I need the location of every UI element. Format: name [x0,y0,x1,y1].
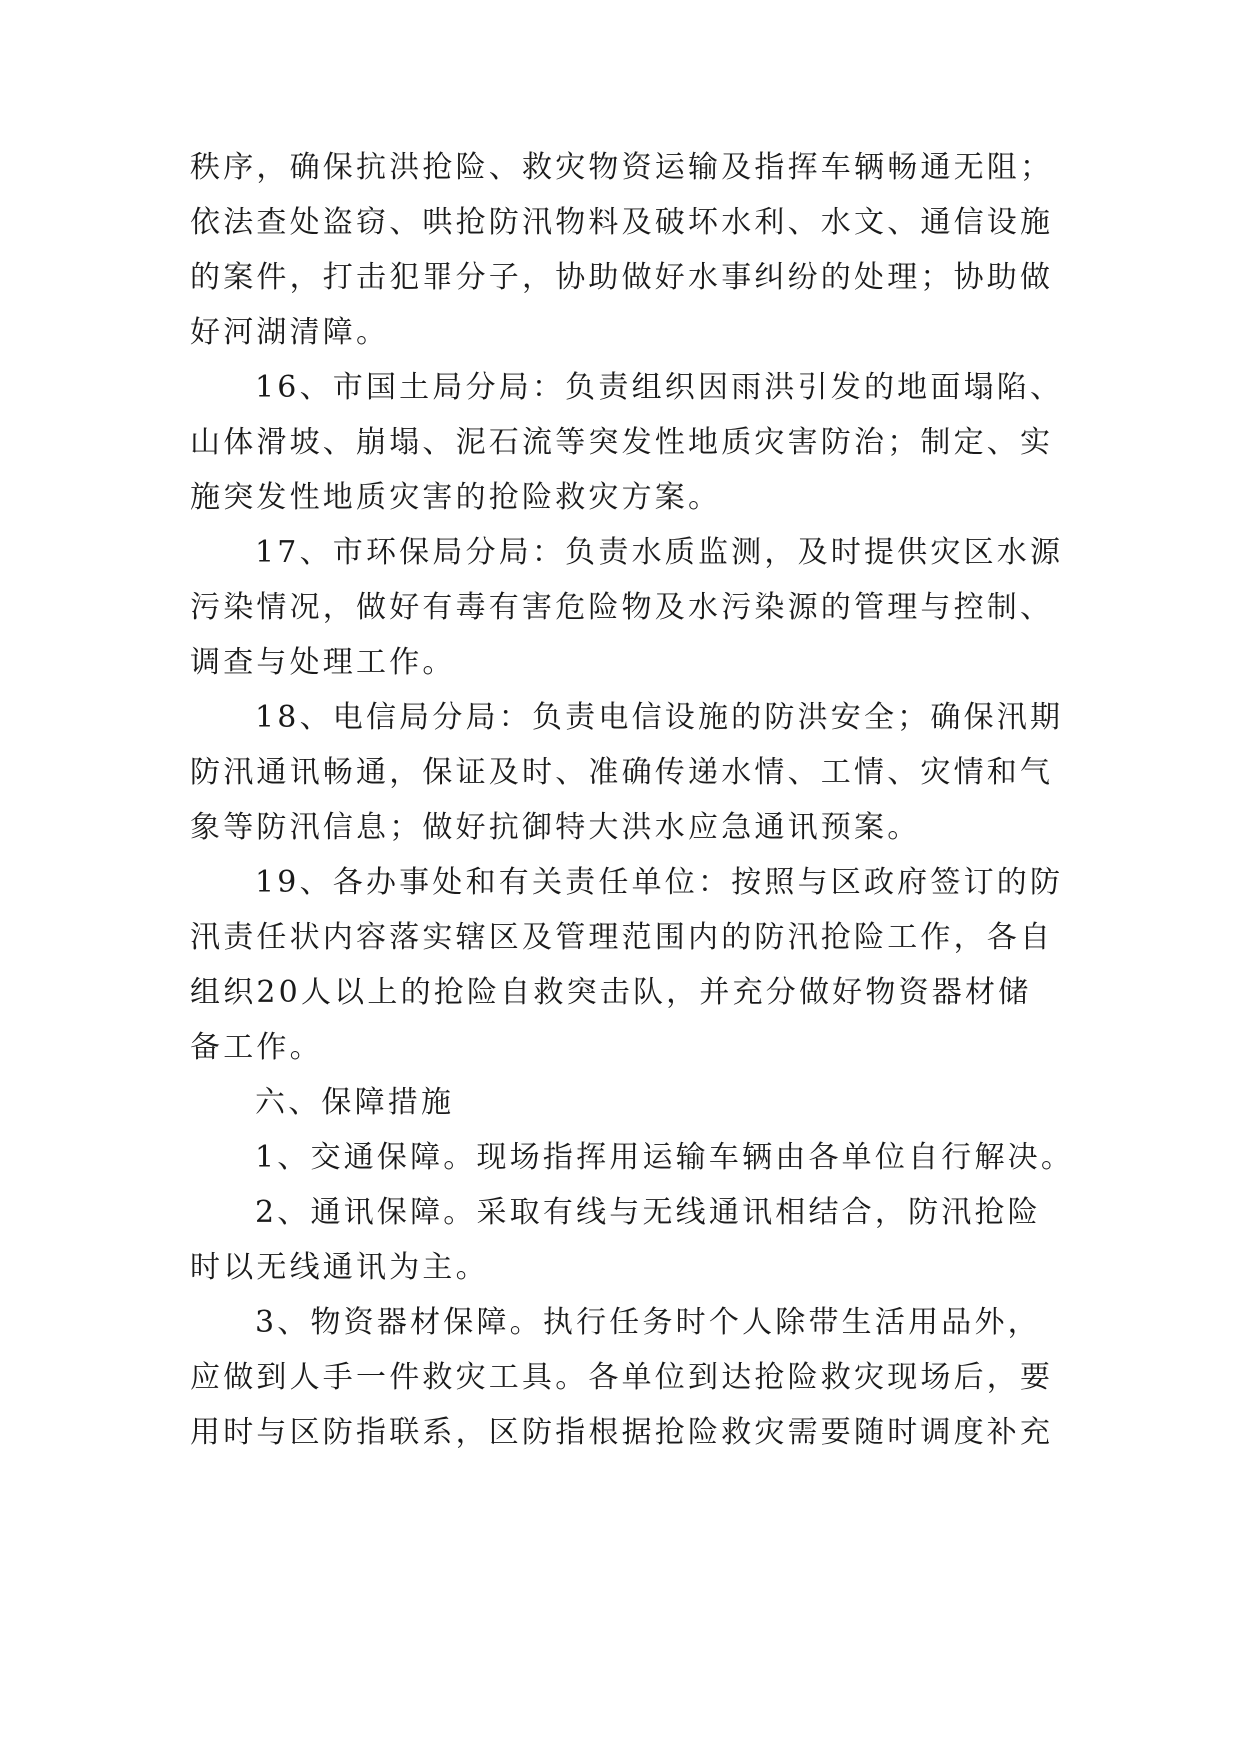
text-line: 组织20人以上的抢险自救突击队，并充分做好物资器材储 [190,975,1032,1010]
text-line: 象等防汛信息；做好抗御特大洪水应急通讯预案。 [190,810,921,845]
text-line: 1、交通保障。现场指挥用运输车辆由各单位自行解决。 [255,1140,1075,1175]
text-line: 的案件，打击犯罪分子，协助做好水事纠纷的处理；协助做 [190,260,1054,295]
text-line: 2、通讯保障。采取有线与无线通讯相结合，防汛抢险 [255,1195,1041,1230]
text-line: 时以无线通讯为主。 [190,1250,489,1285]
text-line: 防汛通讯畅通，保证及时、准确传递水情、工情、灾情和气 [190,755,1054,790]
text-line: 16、市国土局分局：负责组织因雨洪引发的地面塌陷、 [255,370,1064,405]
text-line: 调查与处理工作。 [190,645,456,680]
text-line: 好河湖清障。 [190,315,390,350]
text-line: 依法查处盗窃、哄抢防汛物料及破坏水利、水文、通信设施 [190,205,1054,240]
text-line: 秩序，确保抗洪抢险、救灾物资运输及指挥车辆畅通无阻； [190,150,1054,185]
text-line: 山体滑坡、崩塌、泥石流等突发性地质灾害防治；制定、实 [190,425,1054,460]
text-line: 3、物资器材保障。执行任务时个人除带生活用品外， [255,1305,1041,1340]
text-line: 19、各办事处和有关责任单位：按照与区政府签订的防 [255,865,1064,900]
text-line: 汛责任状内容落实辖区及管理范围内的防汛抢险工作，各自 [190,920,1054,955]
text-line: 污染情况，做好有毒有害危险物及水污染源的管理与控制、 [190,590,1054,625]
section-heading: 六、保障措施 [255,1085,455,1120]
text-line: 18、电信局分局：负责电信设施的防洪安全；确保汛期 [255,700,1064,735]
text-line: 施突发性地质灾害的抢险救灾方案。 [190,480,722,515]
text-line: 17、市环保局分局：负责水质监测，及时提供灾区水源 [255,535,1064,570]
text-line: 应做到人手一件救灾工具。各单位到达抢险救灾现场后，要 [190,1360,1054,1395]
text-line: 用时与区防指联系，区防指根据抢险救灾需要随时调度补充 [190,1415,1054,1450]
text-line: 备工作。 [190,1030,323,1065]
